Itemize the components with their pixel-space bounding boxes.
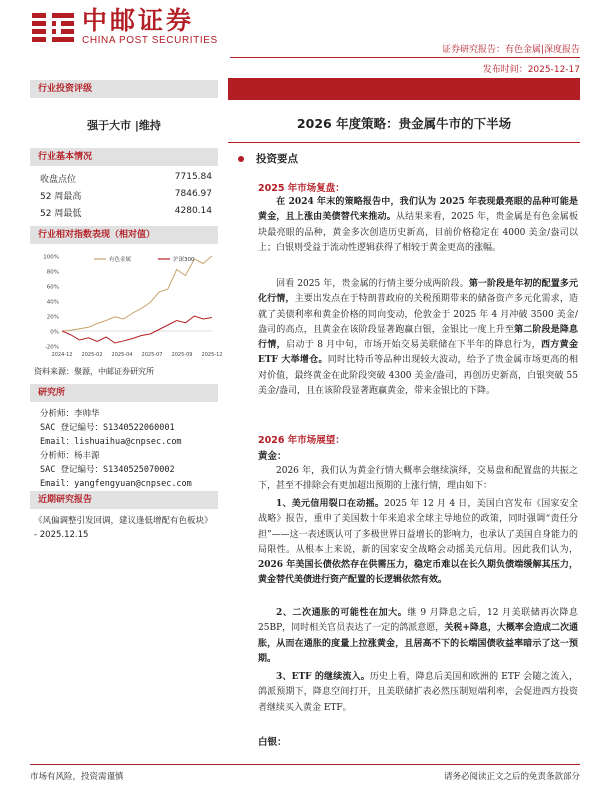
chart-svg xyxy=(32,246,223,362)
y-tick-label: 100% xyxy=(43,254,59,261)
rating-section-head: 行业投资评级 xyxy=(30,80,218,98)
x-tick-label: 2025-02 xyxy=(81,352,103,358)
analyst-1-email[interactable]: Email：lishuaihua@cnpsec.com xyxy=(40,437,182,447)
analyst-2-sac: SAC 登记编号：S1340525070002 xyxy=(40,465,175,475)
legend-label: 有色金属 xyxy=(109,257,132,263)
key-points-head xyxy=(238,151,298,166)
x-tick-label: 2025-04 xyxy=(111,352,133,358)
logo-english: CHINA POST SECURITIES xyxy=(82,35,218,46)
company-logo xyxy=(30,6,218,48)
footer-rule xyxy=(30,764,580,765)
industry-rating: 强于大市 |维持 xyxy=(87,119,161,132)
analyst-2-name: 分析师：杨丰源 xyxy=(40,451,100,461)
bullet-dot-icon xyxy=(238,156,244,162)
basic-row-value: 7846.97 xyxy=(174,189,212,199)
legend-label: 沪深300 xyxy=(173,257,195,263)
basic-row-close xyxy=(40,172,212,185)
y-tick-label: 80% xyxy=(46,269,59,276)
paragraph-review-1: 在 2024 年末的策略报告中，我们认为 2025 年表现最亮眼的品种可能是黄金，且上涨由美债替代来推动。从结果来看，2025 年，贵金属是有色金属板块最亮眼的品种，黄金多次创造历史新高，目前价格稳定在 4000 美金/盎司以上；白银则受益于流动性逻辑获得了相较于黄金更高的涨幅。 xyxy=(258,197,578,253)
basic-row-label: 52 周最低 xyxy=(40,209,82,219)
logo-chinese: 中邮证券 xyxy=(82,6,195,35)
silver-label: 白银： xyxy=(258,737,287,748)
outlook-head: 2026 年市场展望： xyxy=(258,435,345,446)
review-head: 2025 年市场复盘： xyxy=(258,183,345,194)
footer-risk-note: 市场有风险，投资需谨慎 xyxy=(30,772,124,782)
relative-index-chart xyxy=(32,246,223,362)
y-tick-label: 40% xyxy=(46,299,59,306)
basic-row-label: 收盘点位 xyxy=(40,175,77,185)
publish-date: 发布时间：2025-12-17 xyxy=(482,65,580,75)
basic-row-value: 7715.84 xyxy=(174,172,212,182)
paragraph-reason-2: 2、二次通胀的可能性在加大。继 9 月降息之后，12 月美联储再次降息 25BP，同时相关官员表达了一定的鸽派意愿，关税+降息，大概率会造成二次通胀，从而在通胀的度量上拉涨黄金，且居高不下的长端国债收益率暗示了这一预期。 xyxy=(258,608,579,664)
basic-row-high xyxy=(40,189,212,202)
chart-section-head: 行业相对指数表现（相对值） xyxy=(30,226,218,244)
paragraph-outlook-intro: 2026 年，我们认为黄金行情大概率会继续演绎，交易盘和配置盘的共振之下，甚至不排除会有更加超出预期的上涨行情，理由如下： xyxy=(258,466,578,492)
y-tick-label: 0% xyxy=(50,329,59,336)
paragraph-reason-3: 3、ETF 的继续流入。历史上看，降息后美国和欧洲的 ETF 会随之流入，鸽派预期下，降息空间打开，且美联储扩表必然压制短端利率，会促进西方投资者继续买入黄金 ETF。 xyxy=(258,672,579,713)
analyst-1-name: 分析师：李帅华 xyxy=(40,409,100,419)
analyst-2-email[interactable]: Email：yangfengyuan@cnpsec.com xyxy=(40,479,192,489)
basic-section-head: 行业基本情况 xyxy=(30,148,218,166)
y-tick-label: 20% xyxy=(46,314,59,321)
paragraph-reason-1: 1、美元信用裂口在动摇。2025 年 12 月 4 日，美国白宫发布《国家安全战略》报告，重申了美国数十年来追求全球主导地位的政策，同时强调“责任分担”——这一表述既认可了多极世界日益增长的影响力，也承认了美国自身能力的局限性。从根本上来说，新的国家安全战略会动摇美元信用。因此我们认为，2026 年美国长债依然存在供需压力，稳定币难以在长久期负债端缓解其压力，黄金替代美债进行资产配置的长逻辑依然有效。 xyxy=(258,499,578,586)
basic-row-value: 4280.14 xyxy=(174,206,212,216)
y-tick-label: -20% xyxy=(44,344,59,351)
x-tick-label: 2024-12 xyxy=(51,352,73,358)
title-rule xyxy=(228,142,580,143)
gold-label: 黄金： xyxy=(258,451,287,462)
analyst-section-head: 研究所 xyxy=(30,384,218,402)
chart-source: 资料来源：聚源，中邮证券研究所 xyxy=(34,367,154,376)
basic-row-low xyxy=(40,206,212,219)
paragraph-review-2: 回看 2025 年，贵金属的行情主要分成两阶段。第一阶段是年初的配置多元化行情，主要出发点在于特朗普政府的关税预期带来的储备资产多元化需求，造就了美债利率和黄金价格的同向变动，伦敦金于 2025 年 4 月冲破 3500 美金/盎司的高点，且黄金在该阶段显著跑赢白银，金银比一度上升至第二阶段是降息行情，启动于 8 月中旬，市场开始交易美联储在下半年的降息行为，西方黄金 ETF 大举增仓。同时比特币等品种出现较大波动，给予了贵金属市场更高的相对价值，最终黄金在此阶段突破 4300 美金/盎司，再创历史新高，白银突破 55 美金/盎司，且在该阶段显著跑赢黄金，带来金银比的下降。 xyxy=(258,279,578,397)
x-tick-label: 2025-07 xyxy=(141,352,163,358)
key-points-label: 投资要点 xyxy=(256,153,298,165)
basic-row-label: 52 周最高 xyxy=(40,192,82,202)
recent-report-link[interactable]: 《风偏调整引发回调，建议逢低增配有色板块》 - 2025.12.15 xyxy=(34,516,213,540)
y-tick-label: 60% xyxy=(46,284,59,291)
title-red-bar xyxy=(228,78,580,100)
x-tick-label: 2025-12 xyxy=(201,352,223,358)
china-post-logo-icon xyxy=(30,9,76,45)
series-line-1 xyxy=(62,316,212,343)
report-breadcrumb: 证券研究报告：有色金属|深度报告 xyxy=(441,45,580,55)
x-tick-label: 2025-09 xyxy=(171,352,193,358)
header-rule xyxy=(230,57,580,58)
report-title: 2026 年度策略：贵金属牛市的下半场 xyxy=(296,116,512,131)
analyst-1-sac: SAC 登记编号：S1340522060001 xyxy=(40,423,175,433)
recent-section-head: 近期研究报告 xyxy=(30,491,218,509)
footer-disclaimer: 请务必阅读正文之后的免责条款部分 xyxy=(443,772,580,782)
